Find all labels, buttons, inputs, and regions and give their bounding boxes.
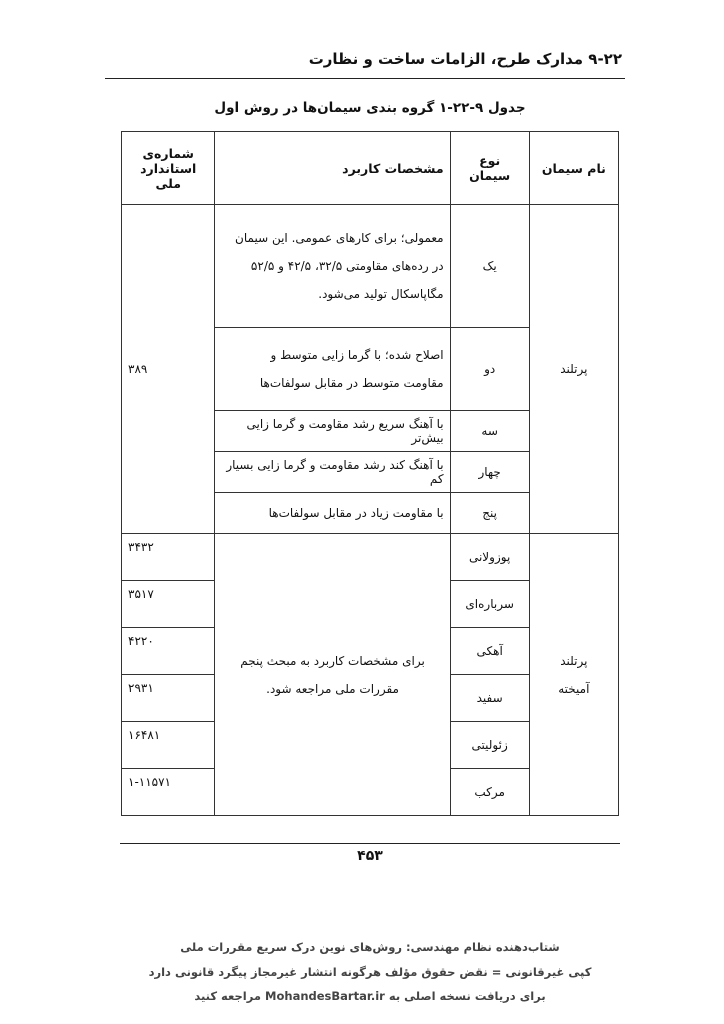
spec-line: در رده‌های مقاومتی ۳۲/۵، ۴۲/۵ و ۵۲/۵ bbox=[250, 259, 444, 273]
spec-cell: با آهنگ سریع رشد مقاومت و گرما زایی بیش‌تر bbox=[215, 411, 450, 452]
spec-line: برای مشخصات کاربرد به مبحث پنجم bbox=[240, 653, 425, 668]
portland-name-cell: پرتلند bbox=[529, 205, 618, 534]
standard-cell: ۱-۱۱۵۷۱ bbox=[122, 769, 215, 816]
spec-cell: با آهنگ کند رشد مقاومت و گرما زایی بسیار کم bbox=[215, 452, 450, 493]
type-cell: آهکی bbox=[450, 628, 529, 675]
page-number: ۴۵۳ bbox=[357, 848, 383, 864]
header-usage-spec: مشخصات کاربرد bbox=[215, 132, 450, 205]
table-row bbox=[122, 205, 619, 328]
header-cement-name: نام سیمان bbox=[529, 132, 618, 205]
spec-line: معمولی؛ برای کارهای عمومی. این سیمان bbox=[235, 231, 444, 245]
type-cell: پوزولانی bbox=[450, 534, 529, 581]
spec-line: مقررات ملی مراجعه شود. bbox=[266, 681, 399, 696]
type-cell: زئولیتی bbox=[450, 722, 529, 769]
type-cell: پنج bbox=[450, 493, 529, 534]
type-cell: دو bbox=[450, 328, 529, 411]
spec-line: اصلاح شده؛ با گرما زایی متوسط و bbox=[270, 348, 444, 362]
watermark-line: شتاب‌دهنده نظام مهندسی: روش‌های نوین درک سریع مقررات ملی bbox=[180, 940, 560, 954]
type-cell: سفید bbox=[450, 675, 529, 722]
spec-line: مقاومت متوسط در مقابل سولفات‌ها bbox=[259, 376, 444, 390]
table-row bbox=[122, 534, 619, 581]
header-cement-type: نوع سیمان bbox=[450, 132, 529, 205]
header-national-standard: شماره‌ی استاندارد ملی bbox=[122, 132, 215, 205]
footer-rule bbox=[120, 843, 620, 844]
watermark-line: کپی غیرقانونی = نقض حقوق مؤلف هرگونه انتشار غیرمجاز پیگرد قانونی دارد bbox=[148, 965, 592, 979]
type-cell: سه bbox=[450, 411, 529, 452]
watermark-line: برای دریافت نسخه اصلی به MohandesBartar.ir مراجعه کنید bbox=[194, 989, 546, 1003]
mixed-name-line: آمیخته bbox=[558, 681, 590, 696]
spec-cell bbox=[215, 328, 450, 411]
standard-cell: ۲۹۳۱ bbox=[122, 675, 215, 722]
mixed-portland-name-cell bbox=[529, 534, 618, 816]
standard-cell: ۳۴۳۲ bbox=[122, 534, 215, 581]
type-cell: مرکب bbox=[450, 769, 529, 816]
standard-cell: ۳۵۱۷ bbox=[122, 581, 215, 628]
spec-cell: با مقاومت زیاد در مقابل سولفات‌ها bbox=[215, 493, 450, 534]
standard-cell: ۴۲۲۰ bbox=[122, 628, 215, 675]
portland-standard-cell: ۳۸۹ bbox=[122, 205, 215, 534]
type-cell: چهار bbox=[450, 452, 529, 493]
table-caption: جدول ۹-۲۲-۱ گروه بندی سیمان‌ها در روش اول bbox=[214, 100, 526, 116]
type-cell: سرباره‌ای bbox=[450, 581, 529, 628]
cement-table bbox=[121, 131, 619, 816]
running-header: ۹-۲۲ مدارک طرح، الزامات ساخت و نظارت bbox=[308, 50, 622, 68]
mixed-spec-cell bbox=[215, 534, 450, 816]
spec-line: مگاپاسکال تولید می‌شود. bbox=[318, 287, 444, 301]
spec-cell bbox=[215, 205, 450, 328]
table-header-row bbox=[122, 132, 619, 205]
standard-cell: ۱۶۴۸۱ bbox=[122, 722, 215, 769]
mixed-name-line: پرتلند bbox=[560, 653, 588, 668]
type-cell: یک bbox=[450, 205, 529, 328]
header-rule bbox=[105, 78, 625, 79]
